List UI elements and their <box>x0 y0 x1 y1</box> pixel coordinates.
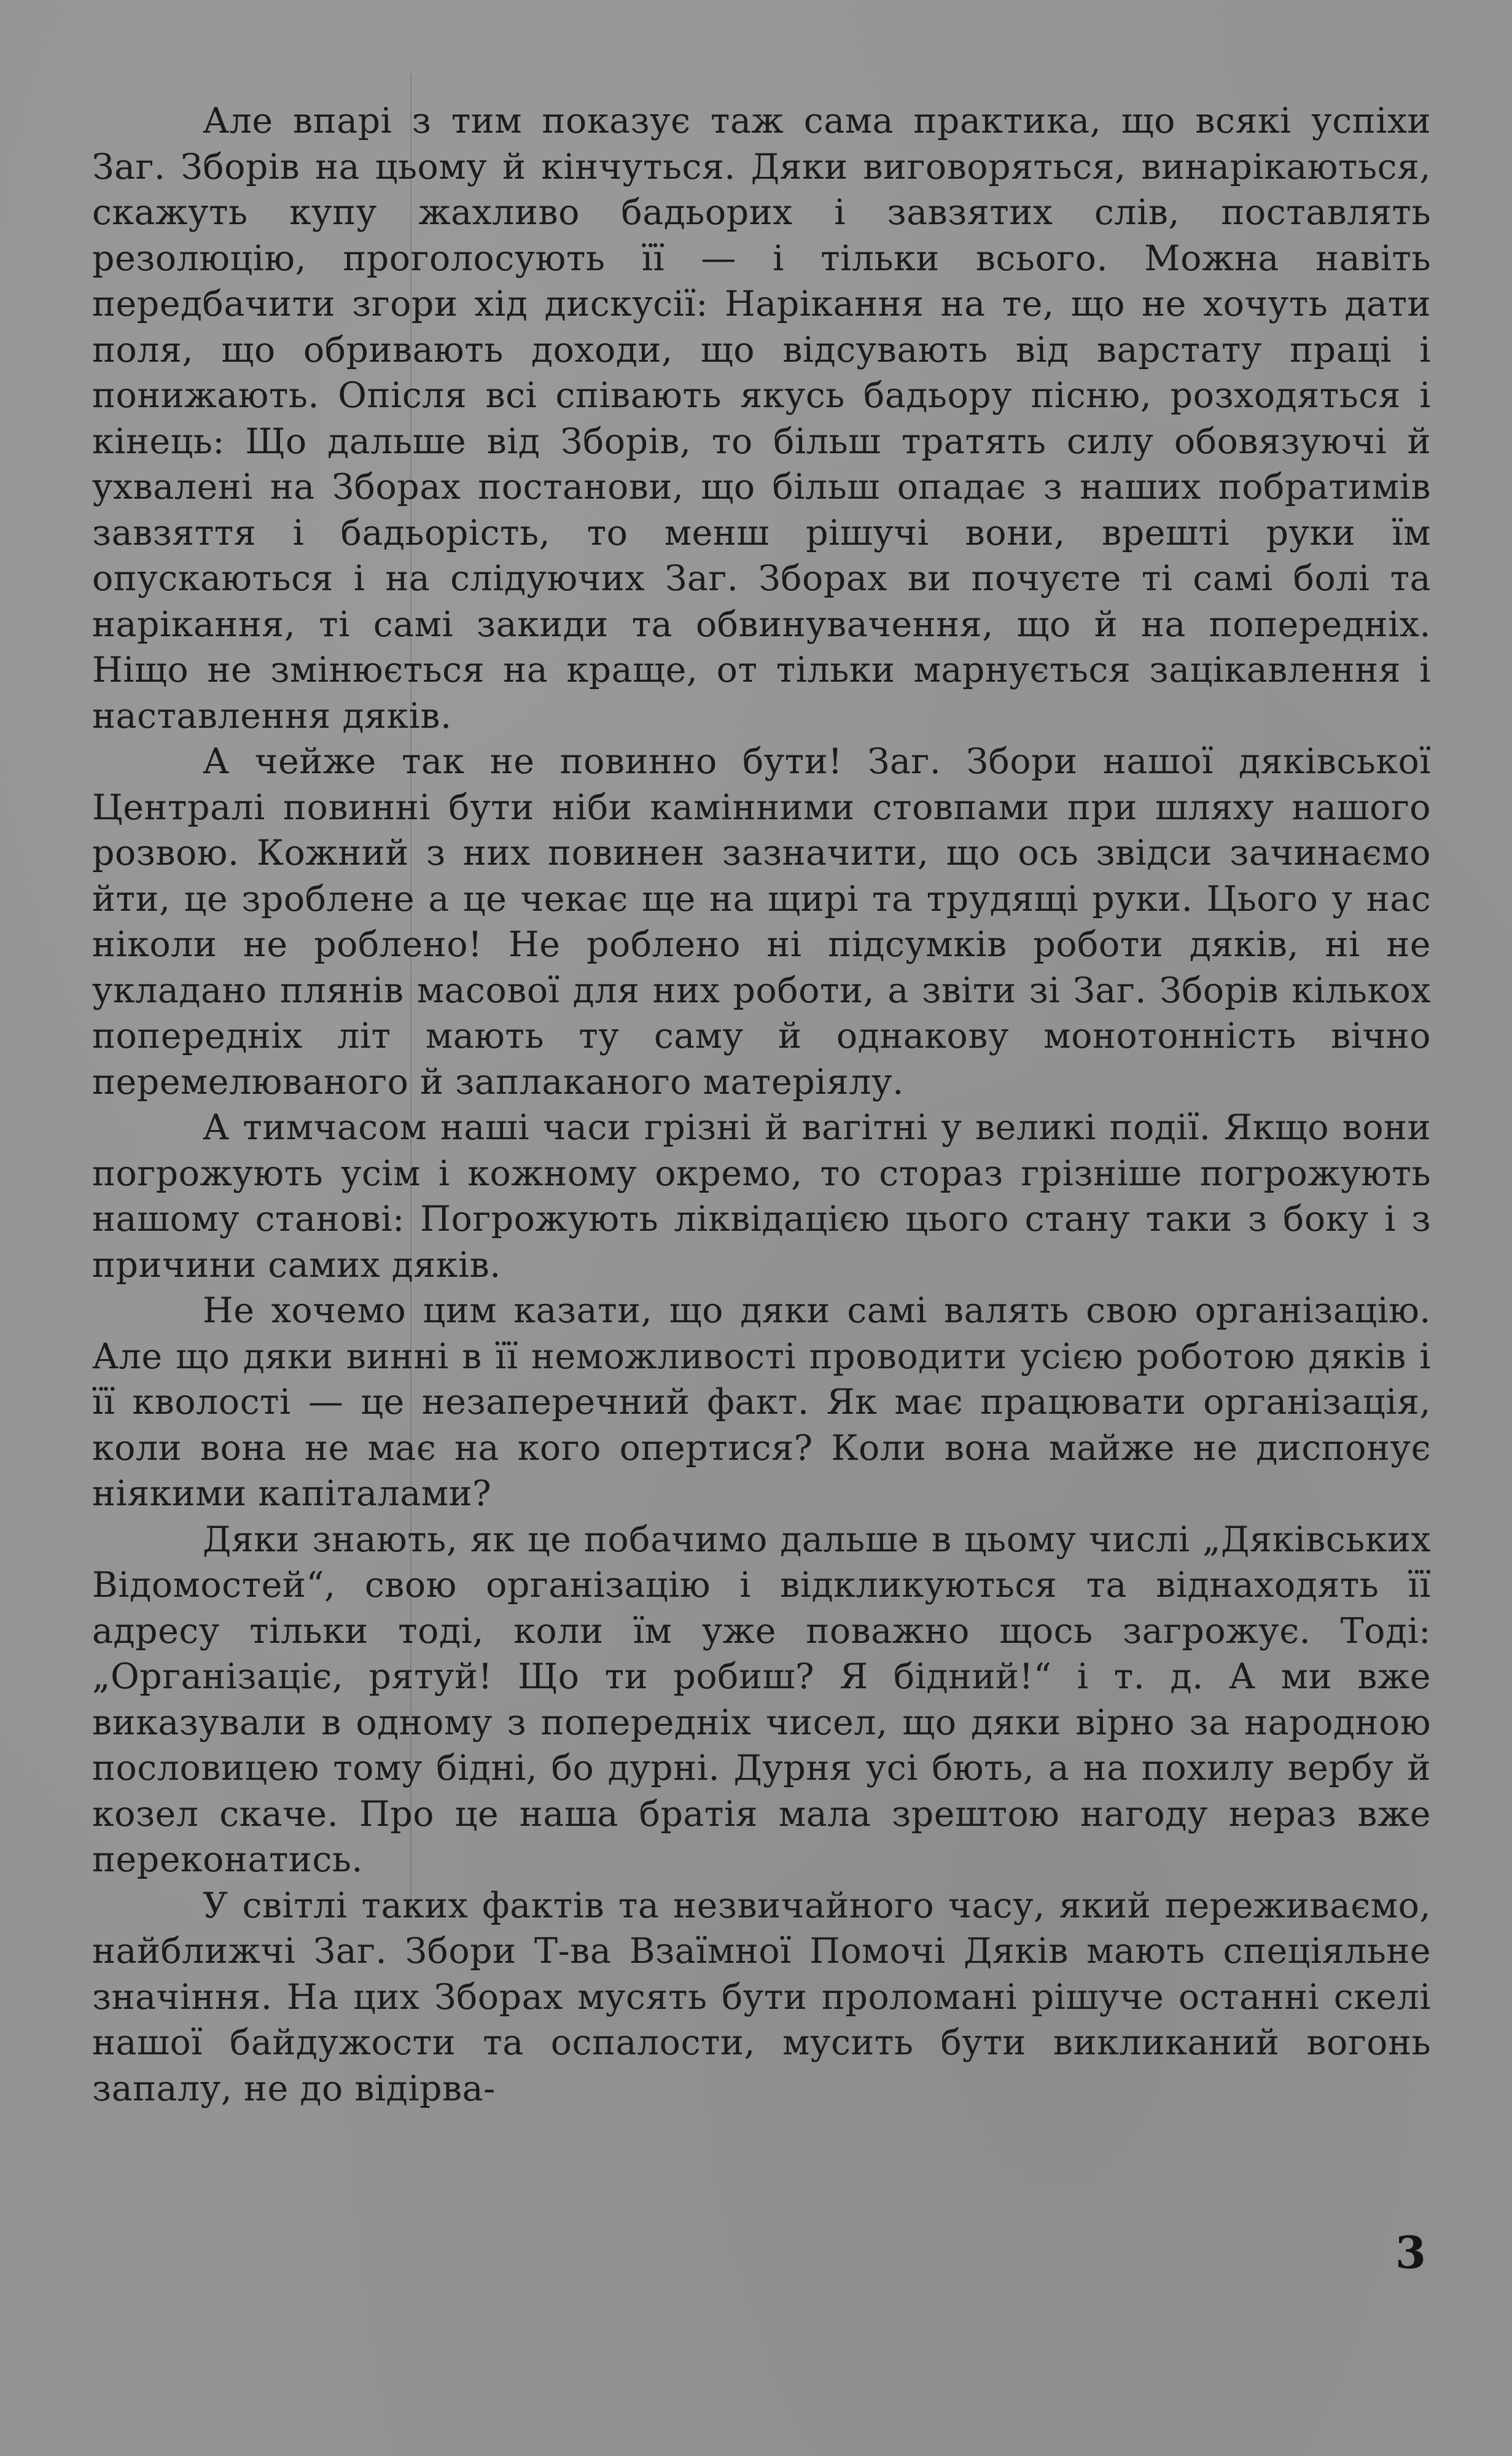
paragraph-5: Дяки знають, як це побачимо дальше в цьому числі „Дяківських Відомостей“, свою організацію і відкликуються та віднаходять її адресу тільки тоді, коли їм уже поважно щось загрожує. Тоді: „Організаціє, рятуй! Що ти робиш? Я бідний!“ і т. д. А ми вже виказували в одному з попередніх чисел, що дяки вірно за народною пословицею тому бідні, бо дурні. Дурня усі бють, а на похилу вербу й козел скаче. Про це наша братія мала зрештою нагоду нераз вже переконатись. <box>92 1519 1431 1880</box>
page-number: 3 <box>1395 2226 1426 2279</box>
body-text <box>92 98 1431 2111</box>
paragraph-3: А тимчасом наші часи грізні й вагітні у великі події. Якщо вони погрожують усім і кожному окремо, то стораз грізніше погрожують нашому станові: Погрожують ліквідацією цього стану таки з боку і з причини самих дяків. <box>92 1107 1431 1285</box>
paragraph-2: А чейже так не повинно бути! Заг. Збори нашої дяківської Централі повинні бути ніби камінними стовпами при шляху нашого розвою. Кожний з них повинен зазначити, що ось звідси зачинаємо йти, це зроблене а це чекає ще на щирі та трудящі руки. Цього у нас ніколи не роблено! Не роблено ні підсумків роботи дяків, ні не укладано плянів масової для них роботи, а звіти зі Заг. Зборів кількох попередніх літ мають ту саму й однакову монотонність вічно перемелюваного й заплаканого матеріялу. <box>92 741 1431 1102</box>
paragraph-4: Не хочемо цим казати, що дяки самі валять свою організацію. Але що дяки винні в її неможливості проводити усією роботою дяків і її кволості — це незаперечний факт. Як має працювати організація, коли вона не має на кого опертися? Коли вона майже не диспонує ніякими капіталами? <box>92 1290 1431 1514</box>
paragraph-6: У світлі таких фактів та незвичайного часу, який переживаємо, найближчі Заг. Збори Т-ва Взаїмної Помочі Дяків мають спеціяльне значіння. На цих Зборах мусять бути проломані рішуче останні скелі нашої байдужости та оспалости, мусить бути викликаний вогонь запалу, не до відірва- <box>92 1885 1431 2109</box>
paragraph-1: Але впарі з тим показує таж сама практика, що всякі успіхи Заг. Зборів на цьому й кінчуться. Дяки виговоряться, винарікаються, скажуть купу жахливо бадьорих і завзятих слів, поставлять резолюцію, проголосують її — і тільки всього. Можна навіть передбачити згори хід дискусії: Нарікання на те, що не хочуть дати поля, що обривають доходи, що відсувають від варстату праці і понижають. Опісля всі співають якусь бадьору пісню, розходяться і кінець: Що дальше від Зборів, то більш тратять силу обовязуючі й ухвалені на Зборах постанови, що більш опадає з наших побратимів завзяття і бадьорість, то менш рішучі вони, врешті руки їм опускаються і на слідуючих Заг. Зборах ви почуєте ті самі болі та нарікання, ті самі закиди та обвинувачення, що й на попередніх. Ніщо не змінюється на краще, от тільки марнується зацікавлення і наставлення дяків. <box>92 101 1431 736</box>
